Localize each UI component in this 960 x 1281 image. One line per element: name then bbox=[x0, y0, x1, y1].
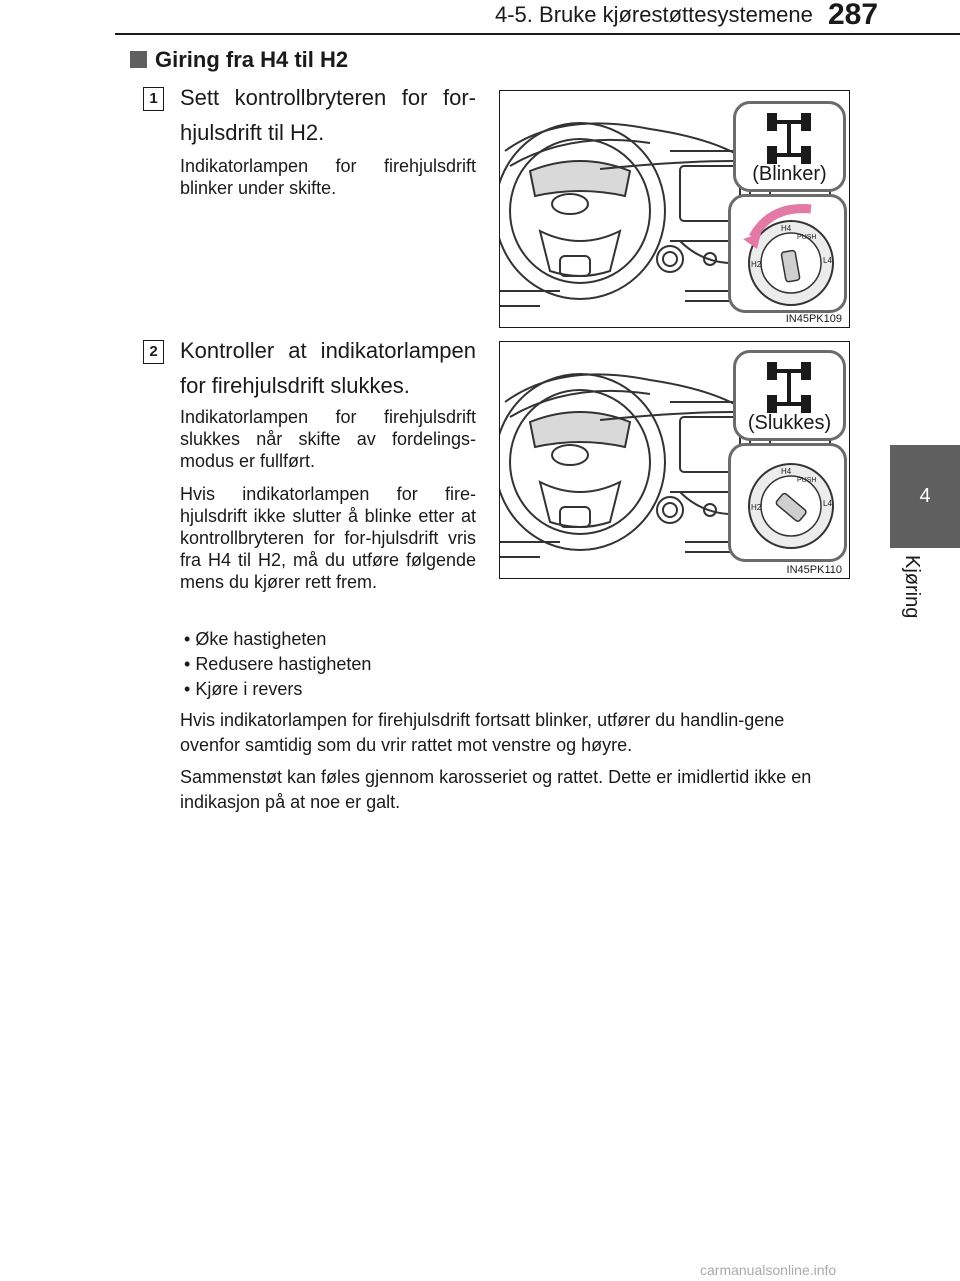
step-number-1: 1 bbox=[143, 87, 164, 111]
step-2-instruction: Kontroller at indikatorlampen for firehjulsdrift slukkes. bbox=[180, 338, 476, 398]
indicator-callout-2 bbox=[733, 350, 846, 441]
knob-1-label-push: PUSH bbox=[797, 234, 817, 241]
step-1-instruction: Sett kontrollbryteren for for-hjulsdrift til H2. bbox=[180, 85, 476, 145]
knob-1-label-h4: H4 bbox=[781, 224, 792, 233]
callout-1-label: (Blinker) bbox=[752, 163, 827, 185]
list-item: • Redusere hastigheten bbox=[184, 652, 371, 677]
figure-1-code: IN45PK109 bbox=[785, 313, 842, 325]
knob-2-label-l4: L4 bbox=[823, 499, 832, 508]
knob-2-label-h4: H4 bbox=[781, 467, 792, 476]
bullet-list bbox=[184, 627, 371, 702]
knob-1-label-h2: H2 bbox=[751, 260, 762, 269]
knob-callout-1 bbox=[728, 194, 847, 313]
list-item: • Kjøre i revers bbox=[184, 677, 371, 702]
figure-2-code: IN45PK110 bbox=[786, 564, 842, 576]
knob-2-label-h2: H2 bbox=[751, 503, 762, 512]
section-title-text: Giring fra H4 til H2 bbox=[155, 47, 349, 72]
list-item: • Øke hastigheten bbox=[184, 627, 371, 652]
step-number-2: 2 bbox=[143, 340, 164, 364]
watermark: carmanualsonline.info bbox=[700, 1262, 837, 1278]
chapter-tab: 4 bbox=[890, 445, 960, 548]
drive-mode-knob-2 bbox=[731, 446, 844, 559]
paragraph-2: Sammenstøt kan føles gjennom karosseriet og rattet. Dette er imidlertid ikke en indikasjon på at noe er galt. bbox=[180, 767, 812, 812]
paragraph-1: Hvis indikatorlampen for firehjulsdrift fortsatt blinker, utfører du handlin-gene ovenfor samtidig som du vrir rattet mot venstre og høyre. bbox=[180, 710, 785, 755]
four-wheel-drive-icon-2 bbox=[736, 359, 843, 419]
knob-2-label-push: PUSH bbox=[797, 477, 817, 484]
four-wheel-drive-icon bbox=[736, 110, 843, 170]
knob-1-label-l4: L4 bbox=[823, 256, 832, 265]
section-title bbox=[130, 47, 348, 73]
section-header: 4-5. Bruke kjørestøttesystemene bbox=[495, 2, 813, 27]
header-rule bbox=[115, 33, 960, 35]
chapter-label: Kjøring bbox=[901, 555, 923, 619]
section-square-icon bbox=[130, 51, 147, 68]
knob-callout-2 bbox=[728, 443, 847, 562]
step-1-note: Indikatorlampen for firehjulsdrift blinker under skifte. bbox=[180, 156, 476, 198]
page-number: 287 bbox=[828, 0, 879, 31]
callout-2-label: (Slukkes) bbox=[747, 412, 832, 434]
step-2-note-1: Indikatorlampen for firehjulsdrift slukkes når skifte av fordelings-modus er fullført. bbox=[180, 407, 476, 471]
drive-mode-knob bbox=[731, 197, 844, 310]
indicator-callout-1 bbox=[733, 101, 846, 192]
step-2-note-2: Hvis indikatorlampen for fire-hjulsdrift ikke slutter å blinke etter at kontrollbryteren for for-hjulsdrift vris fra H4 til H2, må du utføre følgende mens du kjører rett frem. bbox=[180, 484, 476, 592]
